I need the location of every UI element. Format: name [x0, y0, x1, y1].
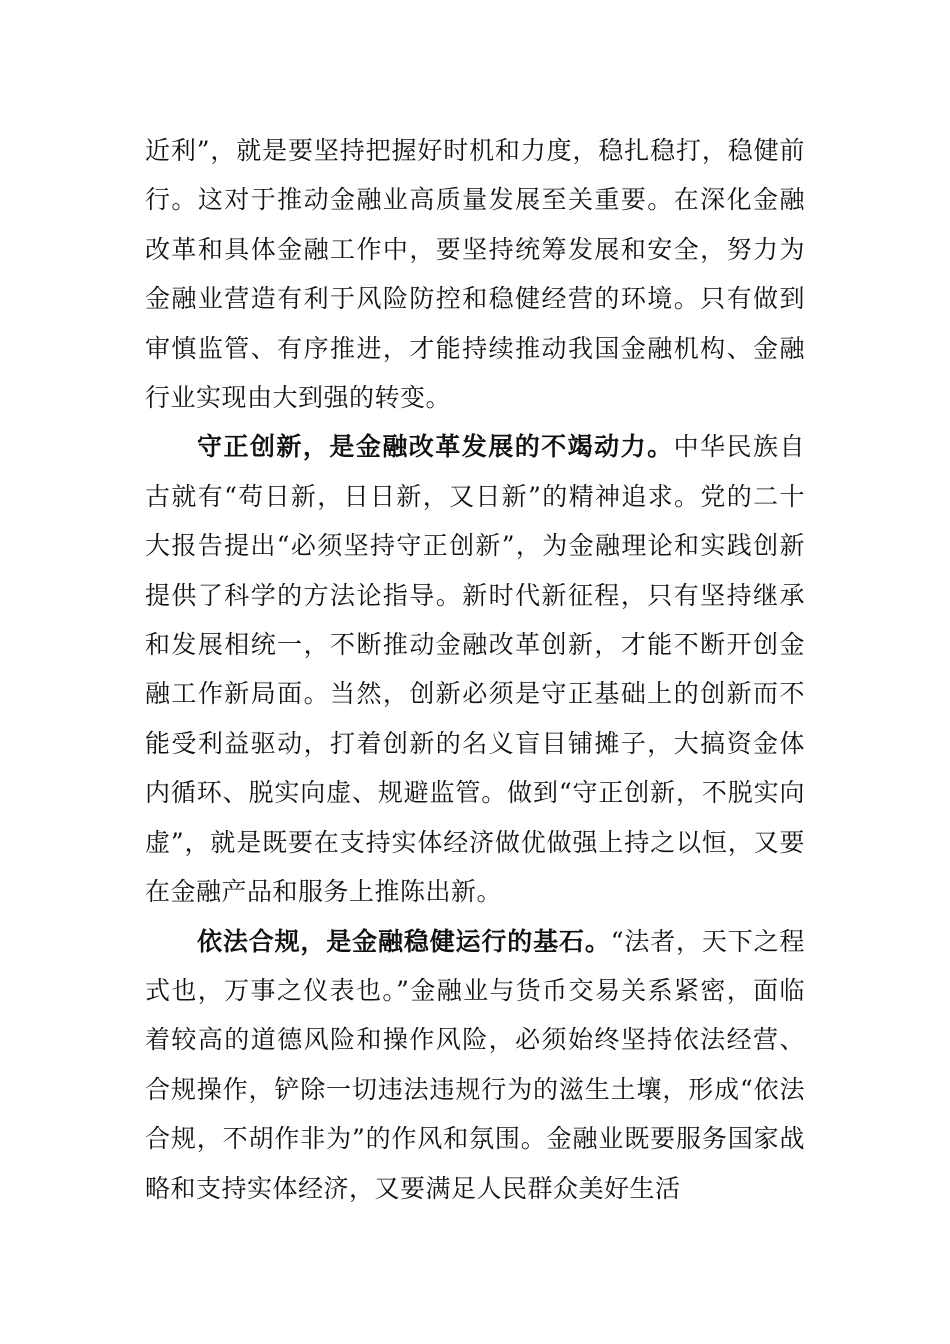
paragraph-1-body: 近利”，就是要坚持把握好时机和力度，稳扎稳打，稳健前行。这对于推动金融业高质量发展至关重要。在深化金融改革和具体金融工作中，要坚持统筹发展和安全，努力为金融业营造有利于风险防控和稳健经营的环境。只有做到审慎监管、有序推进，才能持续推动我国金融机构、金融行业实现由大到强的转变。: [145, 136, 805, 413]
paragraph-3-body: “法者，天下之程式也，万事之仪表也。”金融业与货币交易关系紧密，面临着较高的道德风险和操作风险，必须始终坚持依法经营、合规操作，铲除一切违法违规行为的滋生土壤，形成“依法合规，不胡作非为”的作风和氛围。金融业既要服务国家战略和支持实体经济，又要满足人民群众美好生活: [145, 926, 805, 1203]
paragraph-3-lead: 依法合规，是金融稳健运行的基石。: [197, 926, 611, 956]
article-body: [145, 126, 805, 1213]
paragraph-2-lead: 守正创新，是金融改革发展的不竭动力。: [197, 432, 674, 462]
paragraph-2: [145, 422, 805, 916]
paragraph-1: [145, 126, 805, 422]
paragraph-2-body: 中华民族自古就有“苟日新，日日新，又日新”的精神追求。党的二十大报告提出“必须坚持守正创新”，为金融理论和实践创新提供了科学的方法论指导。新时代新征程，只有坚持继承和发展相统一，不断推动金融改革创新，才能不断开创金融工作新局面。当然，创新必须是守正基础上的创新而不能受利益驱动，打着创新的名义盲目铺摊子，大搞资金体内循环、脱实向虚、规避监管。做到“守正创新，不脱实向虚”，就是既要在支持实体经济做优做强上持之以恒，又要在金融产品和服务上推陈出新。: [145, 432, 805, 907]
paragraph-3: [145, 917, 805, 1213]
